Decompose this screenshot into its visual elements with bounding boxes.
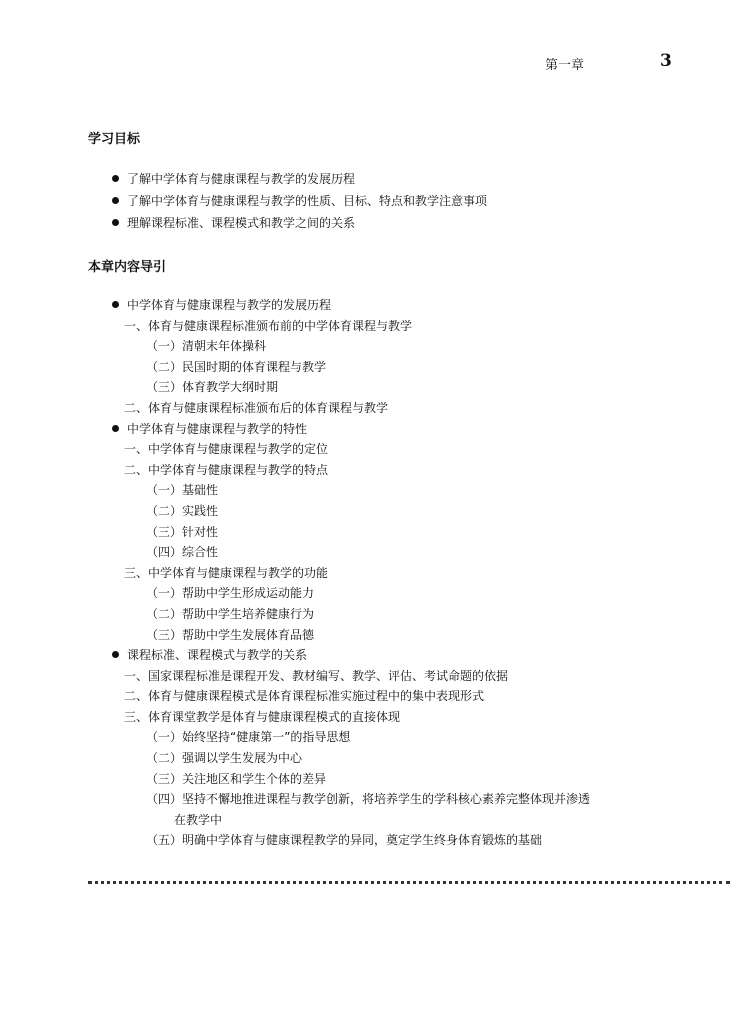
- outline-subsection: [112, 583, 590, 604]
- chapter-label: 第一章: [545, 58, 585, 73]
- outline-text: 中学体育与健康课程与教学的特性: [127, 421, 308, 436]
- objective-text: 了解中学体育与健康课程与教学的性质、目标、特点和教学注意事项: [127, 194, 488, 208]
- objective-text: 了解中学体育与健康课程与教学的发展历程: [127, 172, 356, 186]
- outline-topic: [112, 419, 590, 440]
- outline-subsection: [112, 625, 590, 646]
- outline-text: （一）清朝末年体操科: [146, 339, 267, 354]
- content-outline: [112, 295, 590, 851]
- outline-text: （二）民国时期的体育课程与教学: [146, 359, 327, 374]
- outline-section: [112, 460, 590, 481]
- outline-text: 三、中学体育与健康课程与教学的功能: [124, 565, 329, 580]
- bullet-icon: [112, 651, 119, 658]
- outline-text: 在教学中: [174, 812, 223, 827]
- dotted-divider: [88, 881, 730, 884]
- outline-text: 三、体育课堂教学是体育与健康课程模式的直接体现: [124, 709, 401, 724]
- outline-continuation: [112, 810, 590, 831]
- list-item: [112, 168, 487, 190]
- outline-text: （三）关注地区和学生个体的差异: [146, 771, 327, 786]
- outline-subsection: [112, 501, 590, 522]
- bullet-icon: [112, 197, 119, 204]
- outline-subsection: [112, 748, 590, 769]
- outline-section: [112, 398, 590, 419]
- objectives-list: [112, 168, 487, 234]
- outline-text: 一、体育与健康课程标准颁布前的中学体育课程与教学: [124, 318, 413, 333]
- outline-subsection: [112, 727, 590, 748]
- outline-text: 二、中学体育与健康课程与教学的特点: [124, 462, 329, 477]
- bullet-icon: [112, 175, 119, 182]
- outline-section: [112, 666, 590, 687]
- outline-subsection: [112, 542, 590, 563]
- outline-text: （二）实践性: [146, 503, 219, 518]
- outline-text: （三）体育教学大纲时期: [146, 380, 279, 395]
- outline-section: [112, 316, 590, 337]
- bullet-icon: [112, 301, 119, 308]
- outline-subsection: [112, 769, 590, 790]
- outline-section: [112, 707, 590, 728]
- outline-text: （二）强调以学生发展为中心: [146, 751, 303, 766]
- outline-text: 二、体育与健康课程标准颁布后的体育课程与教学: [124, 400, 389, 415]
- objectives-title: 学习目标: [88, 132, 141, 147]
- outline-text: （一）基础性: [146, 483, 219, 498]
- bullet-icon: [112, 219, 119, 226]
- outline-topic: [112, 295, 590, 316]
- page-header: [0, 52, 730, 72]
- outline-text: （三）针对性: [146, 524, 219, 539]
- outline-text: （一）始终坚持“健康第一”的指导思想: [146, 730, 351, 745]
- outline-subsection: [112, 604, 590, 625]
- outline-text: （二）帮助中学生培养健康行为: [146, 606, 315, 621]
- outline-text: （五）明确中学体育与健康课程教学的异同，奠定学生终身体育锻炼的基础: [146, 833, 543, 848]
- outline-section: [112, 686, 590, 707]
- page-number: 3: [660, 51, 672, 71]
- outline-text: 二、体育与健康课程模式是体育课程标准实施过程中的集中表现形式: [124, 689, 485, 704]
- list-item: [112, 190, 487, 212]
- outline-topic: [112, 645, 590, 666]
- objective-text: 理解课程标准、课程模式和教学之间的关系: [127, 216, 356, 230]
- outline-subsection: [112, 789, 590, 810]
- outline-text: （一）帮助中学生形成运动能力: [146, 586, 315, 601]
- guide-title: 本章内容导引: [88, 260, 167, 275]
- outline-subsection: [112, 830, 590, 851]
- list-item: [112, 212, 487, 234]
- outline-subsection: [112, 480, 590, 501]
- outline-subsection: [112, 522, 590, 543]
- outline-section: [112, 439, 590, 460]
- outline-section: [112, 563, 590, 584]
- outline-subsection: [112, 377, 590, 398]
- outline-subsection: [112, 336, 590, 357]
- outline-text: 中学体育与健康课程与教学的发展历程: [127, 298, 332, 312]
- outline-text: （四）综合性: [146, 545, 219, 560]
- outline-text: 一、中学体育与健康课程与教学的定位: [124, 442, 329, 457]
- outline-text: 一、国家课程标准是课程开发、教材编写、教学、评估、考试命题的依据: [124, 668, 509, 683]
- outline-text: （四）坚持不懈地推进课程与教学创新，将培养学生的学科核心素养完整体现并渗透: [146, 792, 591, 807]
- outline-subsection: [112, 357, 590, 378]
- bullet-icon: [112, 425, 119, 432]
- outline-text: 课程标准、课程模式与教学的关系: [127, 648, 308, 663]
- outline-text: （三）帮助中学生发展体育品德: [146, 627, 315, 642]
